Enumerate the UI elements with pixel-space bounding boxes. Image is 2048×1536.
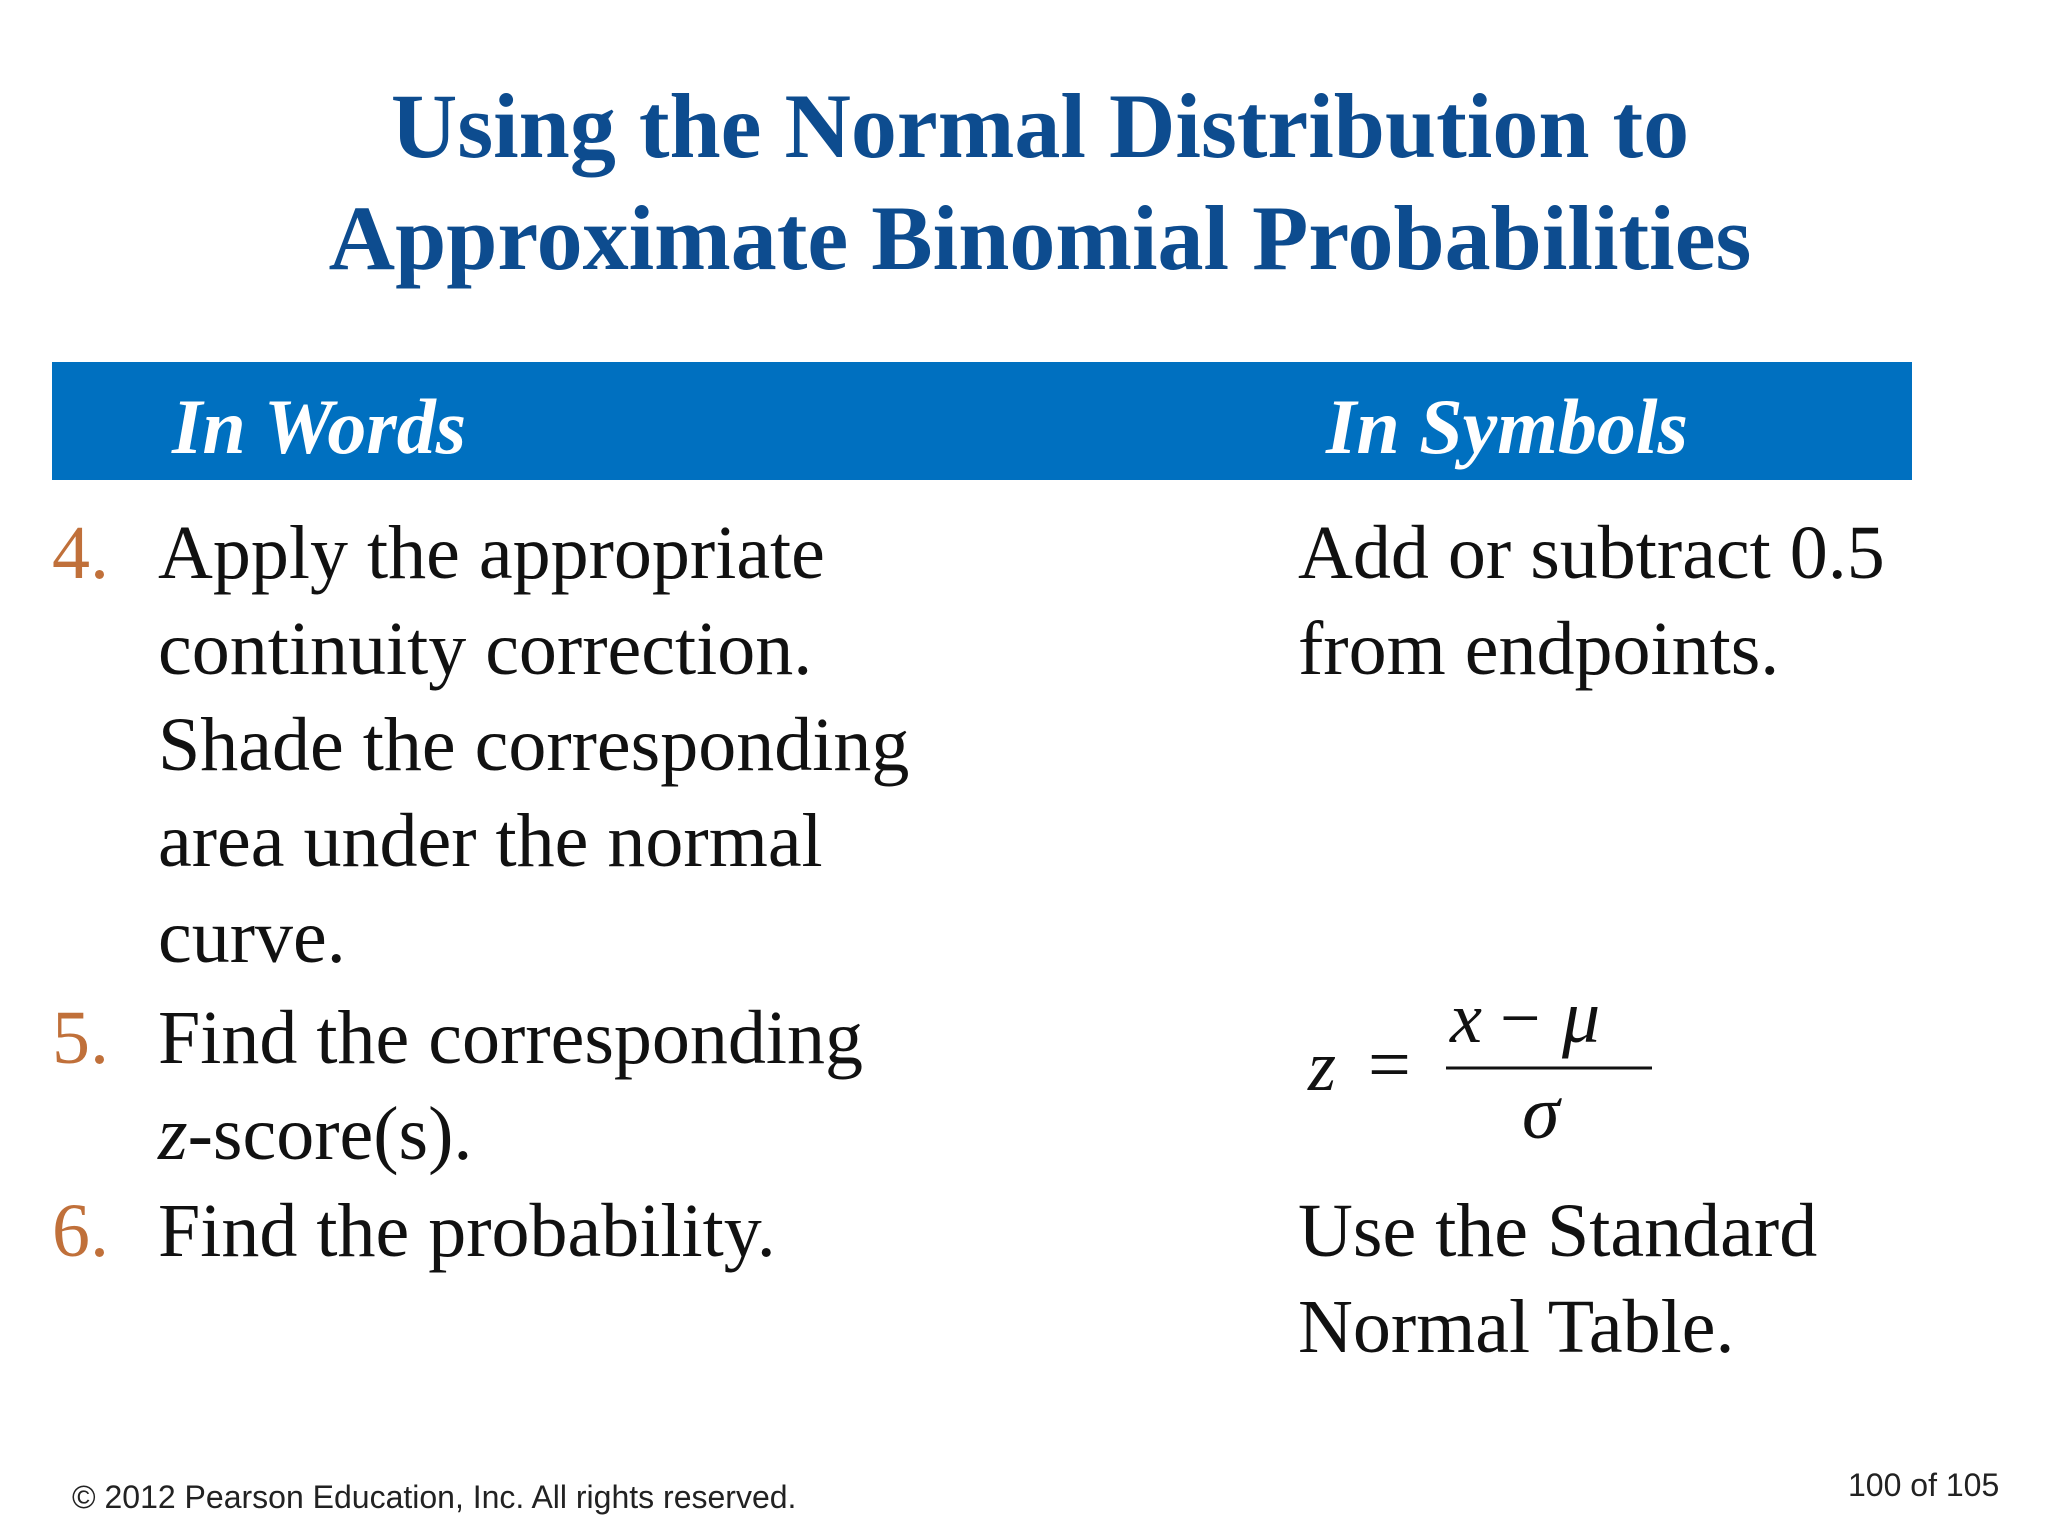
symbols-step-6 [1298, 1183, 1817, 1375]
step-text-line: Apply the appropriate [158, 511, 825, 595]
step-text [158, 990, 1278, 1182]
step-text-line: Shade the corresponding [158, 703, 910, 787]
step-text-line: Find the probability. [158, 1189, 776, 1273]
symbols-step-4 [1298, 505, 1885, 697]
formula-mu: μ [1562, 990, 1601, 1059]
formula-equals: = [1368, 1023, 1411, 1107]
column-header-in-symbols: In Symbols [1326, 383, 1688, 470]
step-text-line: Find the corresponding [158, 996, 864, 1080]
formula-z: z [1308, 1026, 1337, 1106]
slide-title [0, 70, 2048, 294]
slide-title-line-1: Using the Normal Distribution to [390, 75, 1690, 177]
symbols-text-line: Normal Table. [1298, 1285, 1735, 1369]
step-number: 5. [52, 996, 109, 1080]
slide-title-line-2: Approximate Binomial Probabilities [328, 187, 1752, 289]
step-number: 6. [52, 1189, 109, 1273]
symbols-text-line: Use the Standard [1298, 1189, 1818, 1273]
step-text-line [158, 1086, 1278, 1182]
z-variable: z [158, 1092, 188, 1176]
step-text-line: curve. [158, 895, 346, 979]
step-text [158, 505, 1278, 985]
column-header-in-words: In Words [172, 383, 467, 470]
z-score-text: -score(s). [187, 1092, 473, 1176]
z-score-formula [1300, 990, 1680, 1150]
copyright-notice: © 2012 Pearson Education, Inc. All rights reserved. [72, 1479, 797, 1515]
symbols-text-line: Add or subtract 0.5 [1298, 511, 1885, 595]
step-number: 4. [52, 511, 109, 595]
formula-x: x [1450, 990, 1482, 1058]
step-text-line: area under the normal [158, 799, 823, 883]
step-text-line: continuity correction. [158, 607, 813, 691]
symbols-text-line: from endpoints. [1298, 607, 1780, 691]
step-text [158, 1183, 1278, 1279]
page-indicator: 100 of 105 [1848, 1467, 2000, 1503]
formula-minus: − [1500, 990, 1541, 1058]
formula-sigma: σ [1522, 1071, 1560, 1150]
